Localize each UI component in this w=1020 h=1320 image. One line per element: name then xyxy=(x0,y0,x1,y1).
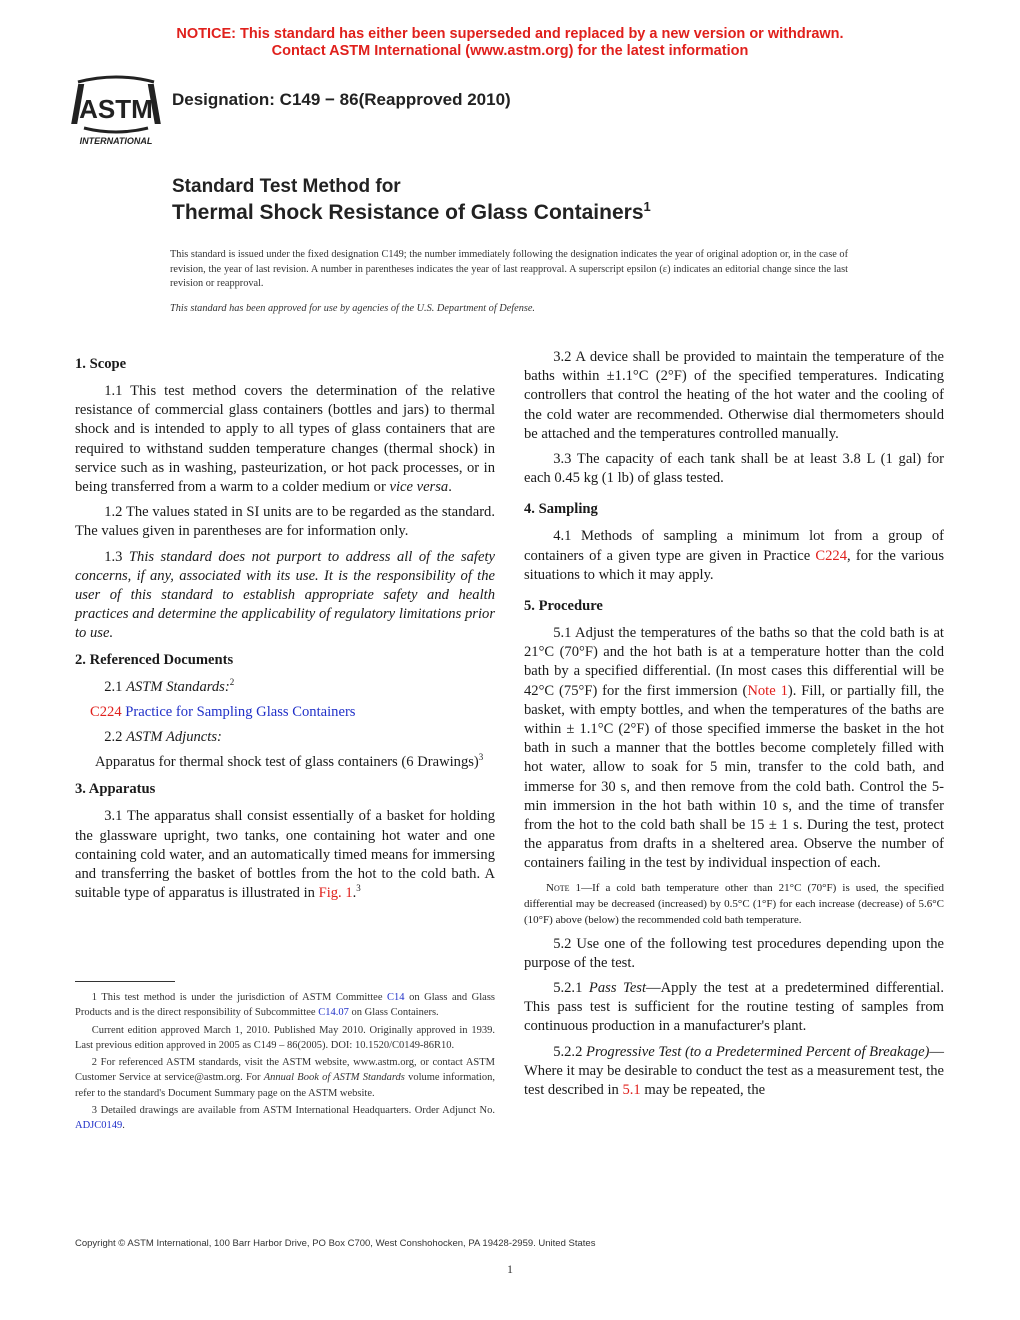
title-line-2 xyxy=(172,199,651,227)
note-1-link[interactable]: Note 1 xyxy=(747,682,788,699)
footnote-1-edition: Current edition approved March 1, 2010. Published May 2010. Originally approved in 1939. Last previous edition approved in 2005 as C149 – 86(2005). DOI: 10.1520/C0149-86R10. xyxy=(75,1024,495,1051)
paragraph-4-1: 4.1 Methods of sampling a minimum lot from a group of containers of a given type are given in Practice C224, for the various situations to which it may apply. xyxy=(524,528,944,583)
paragraph-1-3: 1.3 This standard does not purport to address all of the safety concerns, if any, associated with its use. It is the responsibility of the user of this standard to establish appropriate safety and health practices and determine the applicability of regulatory limitations prior to use. xyxy=(75,548,495,642)
designation: Designation: C149 − 86(Reapproved 2010) xyxy=(172,90,511,109)
fig-1-link[interactable]: Fig. 1 xyxy=(318,885,353,902)
section-heading-referenced-documents: 2. Referenced Documents xyxy=(75,651,234,668)
notice-line-1: NOTICE: This standard has either been superseded and replaced by a new version or withdrawn. xyxy=(176,26,844,42)
title-footnote-mark: 1 xyxy=(643,199,651,214)
superseded-notice xyxy=(0,26,1020,60)
paragraph-1-2: 1.2 The values stated in SI units are to be regarded as the standard. The values given in parentheses are for information only. xyxy=(75,504,495,540)
c224-title-link[interactable]: Practice for Sampling Glass Containers xyxy=(121,703,356,720)
footnote-2: 2 For referenced ASTM standards, visit the ASTM website, www.astm.org, or contact ASTM Customer Service at service@astm.org. For Annual Book of ASTM Standards volume information, refer to the standard's Document Summary page on the ASTM website. xyxy=(75,1057,495,1099)
paragraph-2-2: 2.2 ASTM Adjuncts: xyxy=(104,729,222,746)
logo-mark: ASTM xyxy=(79,94,153,124)
c224-link[interactable]: C224 xyxy=(90,703,122,720)
logo-subtext: INTERNATIONAL xyxy=(79,136,153,146)
c14-07-link[interactable]: C14.07 xyxy=(318,1007,349,1019)
section-heading-scope: 1. Scope xyxy=(75,356,127,372)
section-5-1-link[interactable]: 5.1 xyxy=(622,1081,641,1098)
note-1: Note 1—If a cold bath temperature other than 21°C (70°F) is used, the specified differential may be decreased (increased) by 0.5°C (1°F) for each increase (decrease) of 5.6°C (10°F) above (below) the recommended cold bath temperature. xyxy=(524,881,944,927)
paragraph-3-1: 3.1 The apparatus shall consist essentially of a basket for holding the glassware upright, two tanks, one containing hot water and one containing cold water, and an automatically timed means for immersing and transferring the basket of bottles from the hot to the cold bath. A suitable type of apparatus is illustrated in Fig. 1.$^3$ xyxy=(75,808,495,902)
dod-approval-note: This standard has been approved for use by agencies of the U.S. Department of Defense. xyxy=(170,303,536,314)
copyright-line: Copyright © ASTM International, 100 Barr Harbor Drive, PO Box C700, West Conshohocken, PA 19428-2959. United States xyxy=(75,1238,596,1249)
right-column xyxy=(524,348,944,1106)
paragraph-5-1: 5.1 Adjust the temperatures of the baths so that the cold bath is at 21°C (70°F) and the hot bath is at a temperature hotter than the cold bath by a specified differential. (In most cases this differential will be 42°C (75°F) for the first immersion (Note 1). Fill, or partially fill, the basket, with empty bottles, and when the temperatures of the baths are within ± 1.1°C (2°F) of those specified immerse the basket in the hot bath in such a manner that the bottles become completely filled with hot water, allow to soak for 5 min, transfer to the cold bath, and immerse for 30 s, and then remove from the cold bath. Control the 5-min immersion in the hot bath within 10 s, and the time of transfer from the hot to the cold bath shall be 15 ± 1 s. During the test, protect the apparatus from drafts in a sheltered area. Observe the number of containers failing in the test by individual inspection of each. xyxy=(524,625,944,872)
paragraph-3-2: 3.2 A device shall be provided to maintain the temperature of the baths within ±1.1°C (2°F) of the specified temperatures. Indicating controllers that control the heating of the hot water and the cooling of the cold water are recommended. Otherwise dial thermometers should be attached and the temperatures controlled manually. xyxy=(524,349,944,442)
left-column xyxy=(75,348,495,909)
paragraph-3-3: 3.3 The capacity of each tank shall be at least 3.8 L (1 gal) for each 0.45 kg (1 lb) of glass tested. xyxy=(524,451,944,487)
c14-link[interactable]: C14 xyxy=(387,992,405,1003)
notice-line-2: Contact ASTM International (www.astm.org) for the latest information xyxy=(271,43,749,59)
astm-logo xyxy=(70,74,162,146)
section-heading-procedure: 5. Procedure xyxy=(524,598,603,615)
paragraph-5-2-2: 5.2.2 Progressive Test (to a Predetermined Percent of Breakage)—Where it may be desirable to conduct the test as a measurement test, the test described in 5.1 may be repeated, the xyxy=(524,1043,945,1098)
footnotes xyxy=(75,990,495,1136)
reference-c224[interactable] xyxy=(75,703,495,722)
title-line-1: Standard Test Method for xyxy=(172,176,401,197)
page-number: 1 xyxy=(507,1262,513,1276)
section-heading-apparatus: 3. Apparatus xyxy=(75,781,156,798)
paragraph-5-2: 5.2 Use one of the following test procedures depending upon the purpose of the test. xyxy=(524,935,944,971)
paragraph-1-1: 1.1 This test method covers the determination of the relative resistance of commercial glass containers (bottles and jars) to thermal shock and is intended to apply to all types of glass containers that are required to withstand sudden temperature changes (thermal shock) in service such as in washing, pasteurization, or hot pack processes, or in being transferred from a warm to a colder medium or vice versa. xyxy=(75,383,495,496)
issuance-statement: This standard is issued under the fixed designation C149; the number immediately following the designation indicates the year of original adoption or, in the case of revision, the year of last revision. A number in parentheses indicates the year of last reapproval. A superscript epsilon (ε) indicates an editorial change since the last revision or reapproval. xyxy=(170,249,848,289)
document-title xyxy=(172,175,651,227)
footnote-divider xyxy=(75,981,175,982)
footnote-3: 3 Detailed drawings are available from ASTM International Headquarters. Order Adjunct No. ADJC0149. xyxy=(75,1105,495,1132)
c224-ref-link[interactable]: C224 xyxy=(815,547,847,564)
title-main: Thermal Shock Resistance of Glass Containers xyxy=(172,201,644,224)
adjunct-reference: Apparatus for thermal shock test of glass containers (6 Drawings)$^3$ xyxy=(95,752,484,771)
adjc0149-link[interactable]: ADJC0149 xyxy=(75,1120,123,1132)
section-heading-sampling: 4. Sampling xyxy=(524,501,598,518)
paragraph-2-1: 2.1 ASTM Standards:$^2$ xyxy=(104,676,235,695)
paragraph-5-2-1: 5.2.1 Pass Test—Apply the test at a predetermined differential. This pass test is sufficient for the routine testing of samples from continuous production in a manufacturer's plant. xyxy=(524,979,944,1035)
footnote-1: 1 This test method is under the jurisdiction of ASTM Committee C14 on Glass and Glass Products and is the direct responsibility of Subcommittee C14.07 on Glass Containers. xyxy=(75,992,496,1019)
